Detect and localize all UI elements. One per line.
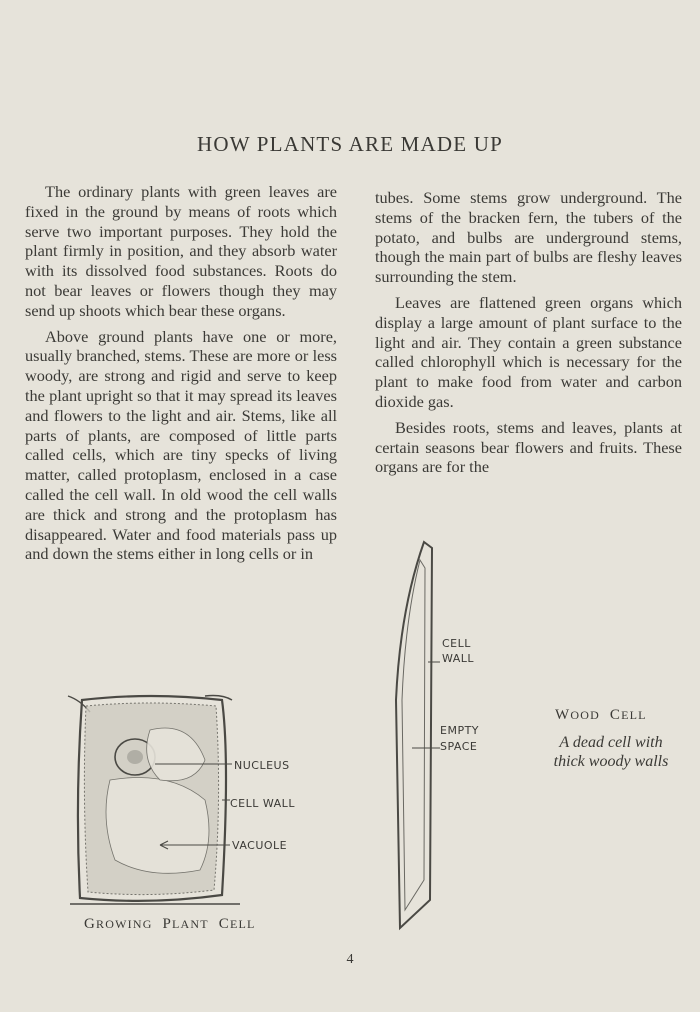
wood-cell-wall-label-line1: CELL [442,637,471,650]
wood-cell-outline [396,542,432,928]
paragraph: Leaves are flattened green organs which display a large amount of plant surface to the light and air. They contain a green substance called chlorophyll which is necessary for the plant to make food from water and carbon dioxide gas. [375,292,682,411]
wood-cell-wall-label-line2: WALL [442,652,475,665]
wood-cell-caption-line1: A dead cell with [559,734,663,751]
wood-cell-caption-title: WOOD CELL [555,707,647,723]
vacuole-shape [106,778,209,874]
paragraph: The ordinary plants with green leaves are fixed in the ground by means of roots which serve two important purposes. They hold the plant firmly in position, and they absorb water with its dissolved food substances. Roots do not bear leaves or flowers though they may send up shoots which bear these organs. [25,182,337,320]
page-title: HOW PLANTS ARE MADE UP [196,132,504,156]
empty-space-label-line2: SPACE [440,740,478,753]
vacuole-label: VACUOLE [232,839,288,852]
paragraph: Above ground plants have one or more, usually branched, stems. These are more or less woody, are strong and rigid and serve to keep the plant upright so that it may spread its leaves and flowers to the light and air. Stems, like all parts of plants, are composed of little parts called cells, which are tiny specks of living matter, called protoplasm, enclosed in a case called the cell wall. In old wood the cell walls are thick and strong and the protoplasm has disappeared. Water and food materials pass up and down the stems either in long cells or in [25,326,337,564]
empty-space-label-line1: EMPTY [440,724,480,737]
wood-cell-caption-line2: thick woody walls [553,753,669,770]
nucleus-label: NUCLEUS [234,759,290,772]
plant-cell-caption: GROWING PLANT CELL [84,916,256,932]
cell-wall-label: CELL WALL [230,797,295,810]
page-number: 4 [346,952,354,967]
paragraph: Besides roots, stems and leaves, plants at certain seasons bear flowers and fruits. These organs are for the [375,417,682,477]
paragraph: tubes. Some stems grow underground. The stems of the bracken fern, the tubers of the potato, and bulbs are underground stems, though the main part of bulbs are fleshy leaves surrounding the stem. [375,188,682,287]
